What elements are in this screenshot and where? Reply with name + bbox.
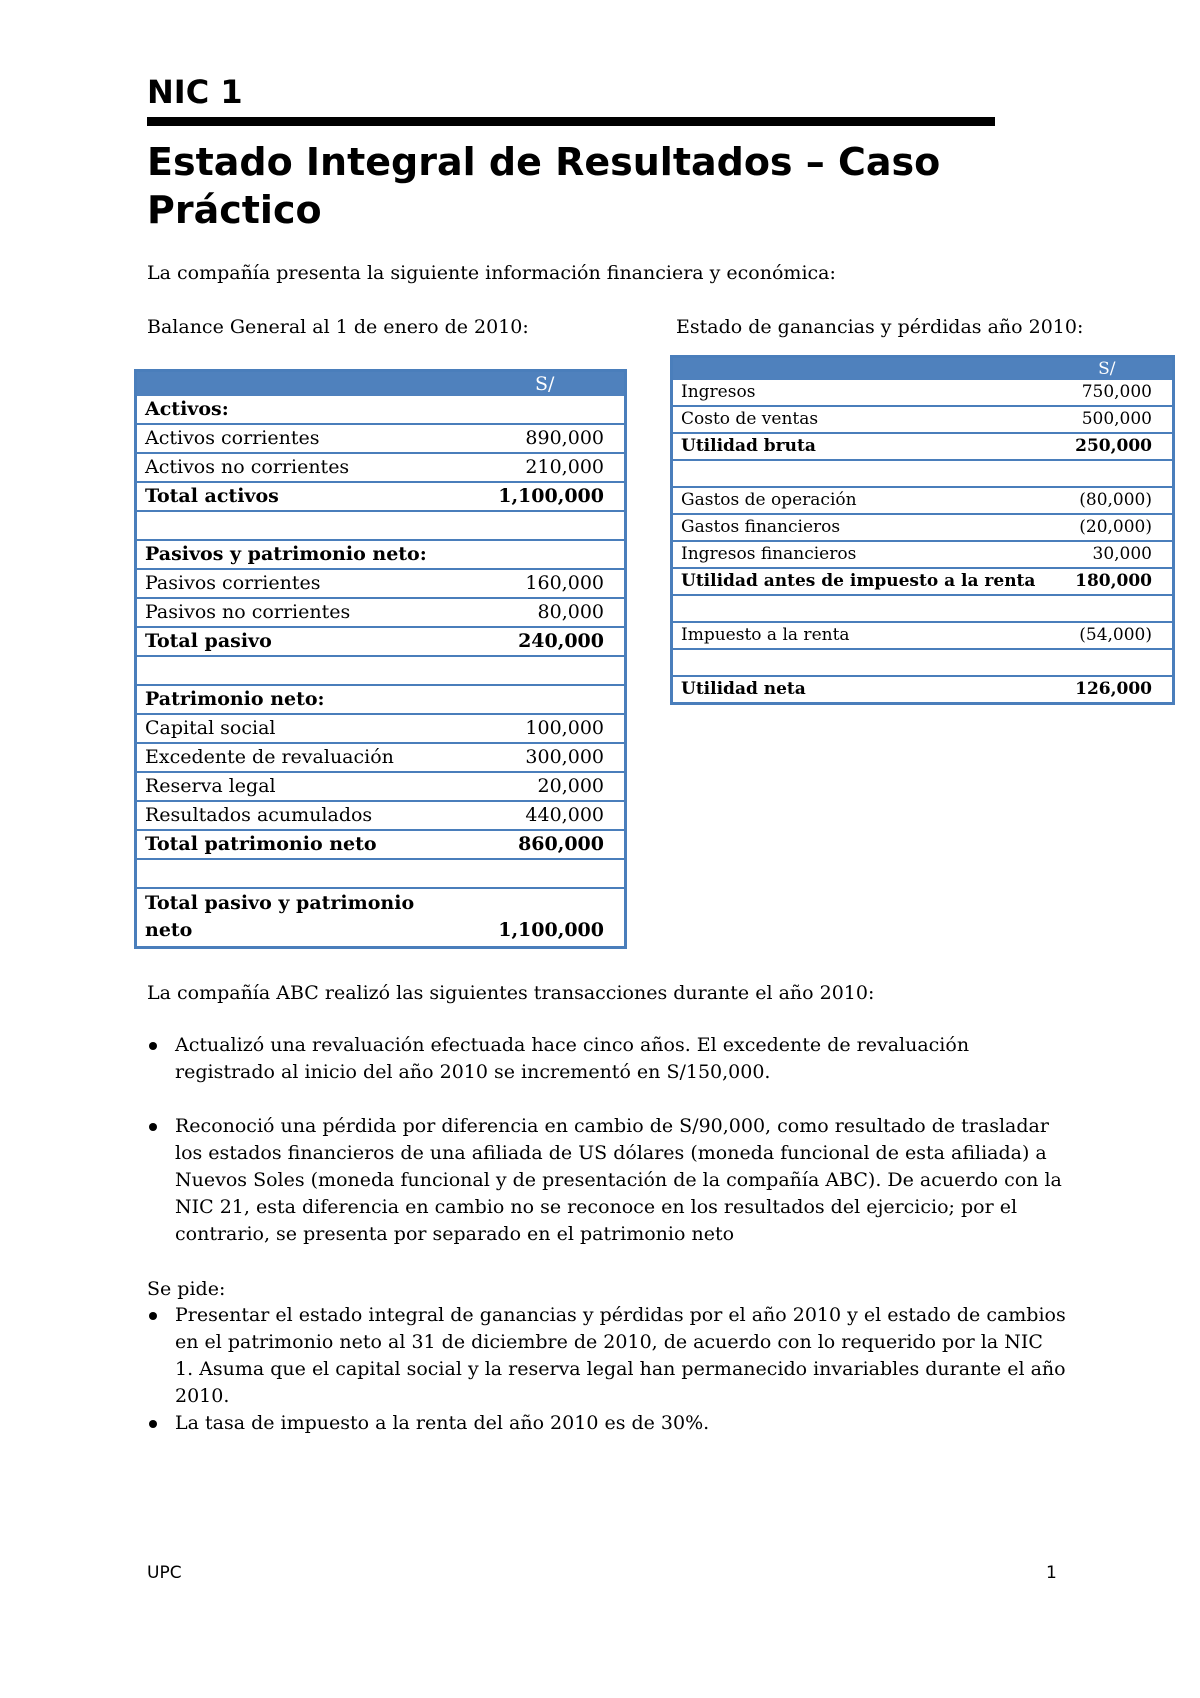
- row-label: Impuesto a la renta: [672, 622, 1042, 649]
- list-item-text: Presentar el estado integral de ganancias y pérdidas por el año 2010 y el estado de cambios en el patrimonio neto al 31 de diciembre de 2010, de acuerdo con lo requerido por la NIC 1. Asuma que el capital social y la reserva legal han permanecido invariables durante el año 2010.: [175, 1304, 1066, 1407]
- row-value: [1042, 649, 1174, 676]
- row-value: 1,100,000: [466, 888, 626, 948]
- row-label: Utilidad neta: [672, 676, 1042, 704]
- requirements-list: [147, 1302, 1067, 1437]
- transactions-list: [147, 1032, 1067, 1248]
- table-row: [672, 380, 1174, 406]
- table-row: [136, 772, 626, 801]
- requirements-label: Se pide:: [147, 1278, 226, 1300]
- row-label: Utilidad bruta: [672, 433, 1042, 460]
- row-value: 126,000: [1042, 676, 1174, 704]
- table-row: [672, 433, 1174, 460]
- table-row: [136, 830, 626, 859]
- row-label: Patrimonio neto:: [136, 685, 466, 714]
- table-header-cell: [136, 371, 466, 397]
- list-item: [147, 1410, 1067, 1437]
- row-value: [466, 511, 626, 540]
- row-value: [466, 396, 626, 424]
- row-value: [1042, 460, 1174, 487]
- table-row: [136, 540, 626, 569]
- table-row: [136, 888, 626, 948]
- row-value: 210,000: [466, 453, 626, 482]
- table-row-empty: [672, 595, 1174, 622]
- table-row: [136, 598, 626, 627]
- row-label: Gastos financieros: [672, 514, 1042, 541]
- table-row: [672, 568, 1174, 595]
- row-label: Capital social: [136, 714, 466, 743]
- row-value: 100,000: [466, 714, 626, 743]
- row-value: 890,000: [466, 424, 626, 453]
- row-value: (54,000): [1042, 622, 1174, 649]
- list-item-text: Actualizó una revaluación efectuada hace cinco años. El excedente de revaluación registrado al inicio del año 2010 se incrementó en S/150,000.: [175, 1034, 970, 1083]
- table-row: [136, 743, 626, 772]
- row-label: Total pasivo y patrimonio neto: [136, 888, 466, 948]
- table-row: [672, 676, 1174, 704]
- row-value: [466, 540, 626, 569]
- row-label: Ingresos: [672, 380, 1042, 406]
- list-item-text: La tasa de impuesto a la renta del año 2010 es de 30%.: [175, 1412, 710, 1434]
- transactions-intro: La compañía ABC realizó las siguientes transacciones durante el año 2010:: [147, 982, 875, 1004]
- table-row: [672, 487, 1174, 514]
- table-row: [672, 406, 1174, 433]
- list-item: [147, 1302, 1067, 1410]
- page-number: 1: [1046, 1563, 1057, 1583]
- currency-header: S/: [1042, 357, 1174, 381]
- table-row: [136, 714, 626, 743]
- row-value: [466, 656, 626, 685]
- row-label: Pasivos y patrimonio neto:: [136, 540, 466, 569]
- row-value: 750,000: [1042, 380, 1174, 406]
- bullet-icon: [149, 1312, 157, 1320]
- balance-sheet-table: [134, 369, 627, 949]
- row-label: Pasivos no corrientes: [136, 598, 466, 627]
- table-row: [136, 569, 626, 598]
- row-label: Activos:: [136, 396, 466, 424]
- row-value: 160,000: [466, 569, 626, 598]
- row-label: Costo de ventas: [672, 406, 1042, 433]
- balance-sheet-caption: Balance General al 1 de enero de 2010:: [147, 316, 529, 338]
- row-label: Excedente de revaluación: [136, 743, 466, 772]
- table-row-empty: [136, 859, 626, 888]
- list-item: [147, 1113, 1067, 1248]
- row-label: Activos corrientes: [136, 424, 466, 453]
- currency-header: S/: [466, 371, 626, 397]
- row-value: 250,000: [1042, 433, 1174, 460]
- row-label: [136, 511, 466, 540]
- row-label: Activos no corrientes: [136, 453, 466, 482]
- bullet-icon: [149, 1420, 157, 1428]
- row-label: Gastos de operación: [672, 487, 1042, 514]
- table-header-row: [672, 357, 1174, 381]
- table-row-empty: [136, 511, 626, 540]
- income-statement-table: [670, 355, 1175, 705]
- row-label: Total patrimonio neto: [136, 830, 466, 859]
- row-value: 300,000: [466, 743, 626, 772]
- row-label: Total activos: [136, 482, 466, 511]
- table-row: [672, 622, 1174, 649]
- table-row-empty: [672, 649, 1174, 676]
- table-row: [136, 482, 626, 511]
- row-value: [466, 859, 626, 888]
- row-value: 80,000: [466, 598, 626, 627]
- row-label: [672, 649, 1042, 676]
- header-divider: [147, 117, 995, 126]
- row-value: 440,000: [466, 801, 626, 830]
- row-value: 30,000: [1042, 541, 1174, 568]
- footer-label: UPC: [147, 1563, 182, 1583]
- list-item: [147, 1032, 1067, 1086]
- intro-text: La compañía presenta la siguiente información financiera y económica:: [147, 262, 836, 284]
- row-label: Total pasivo: [136, 627, 466, 656]
- row-label: [672, 595, 1042, 622]
- row-value: (20,000): [1042, 514, 1174, 541]
- row-value: 1,100,000: [466, 482, 626, 511]
- row-value: 180,000: [1042, 568, 1174, 595]
- row-label: Reserva legal: [136, 772, 466, 801]
- row-value: [466, 685, 626, 714]
- row-value: 500,000: [1042, 406, 1174, 433]
- table-row-empty: [136, 656, 626, 685]
- row-value: 20,000: [466, 772, 626, 801]
- row-value: 860,000: [466, 830, 626, 859]
- row-label: [136, 859, 466, 888]
- row-label: [136, 656, 466, 685]
- table-header-row: [136, 371, 626, 397]
- row-label: [672, 460, 1042, 487]
- table-row: [136, 627, 626, 656]
- row-label: Ingresos financieros: [672, 541, 1042, 568]
- table-row-empty: [672, 460, 1174, 487]
- row-value: 240,000: [466, 627, 626, 656]
- table-row: [672, 514, 1174, 541]
- table-row: [136, 396, 626, 424]
- bullet-icon: [149, 1123, 157, 1131]
- row-label: Resultados acumulados: [136, 801, 466, 830]
- income-statement-caption: Estado de ganancias y pérdidas año 2010:: [676, 316, 1084, 338]
- row-value: [1042, 595, 1174, 622]
- row-label: Utilidad antes de impuesto a la renta: [672, 568, 1042, 595]
- table-row: [672, 541, 1174, 568]
- table-row: [136, 453, 626, 482]
- row-label: Pasivos corrientes: [136, 569, 466, 598]
- row-value: (80,000): [1042, 487, 1174, 514]
- document-header-title: NIC 1: [147, 73, 243, 111]
- page-title: Estado Integral de Resultados – Caso Práctico: [147, 140, 941, 232]
- table-header-cell: [672, 357, 1042, 381]
- table-row: [136, 801, 626, 830]
- bullet-icon: [149, 1042, 157, 1050]
- list-item-text: Reconoció una pérdida por diferencia en cambio de S/90,000, como resultado de trasladar los estados financieros de una afiliada de US dólares (moneda funcional de esta afiliada) a Nuevos Soles (moneda funcional y de presentación de la compañía ABC). De acuerdo con la NIC 21, esta diferencia en cambio no se reconoce en los resultados del ejercicio; por el contrario, se presenta por separado en el patrimonio neto: [175, 1115, 1062, 1245]
- table-row: [136, 685, 626, 714]
- table-row: [136, 424, 626, 453]
